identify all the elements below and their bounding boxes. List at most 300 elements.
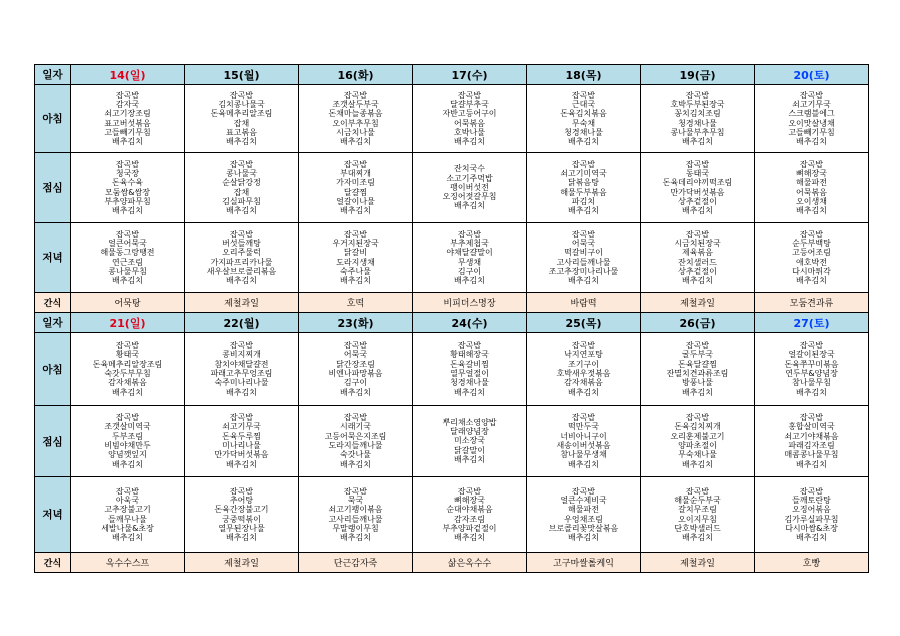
menu-item: 돈육쭈꾸미볶음 [784, 359, 839, 369]
menu-item-list [755, 341, 868, 397]
menu-item: 콩비지찌개 [222, 350, 261, 360]
menu-item: 시래기국 [340, 422, 371, 432]
menu-item: 새송이버섯볶음 [556, 441, 611, 450]
menu-item-list [413, 91, 526, 147]
dinner-menu-cell [755, 477, 869, 553]
menu-item: 잡곡밥 [115, 90, 140, 100]
menu-item: 잡곡밥 [799, 486, 824, 496]
menu-item: 황태국 [115, 350, 140, 360]
meal-plan-sheet [34, 64, 868, 573]
menu-item: 들깨토란탕 [792, 495, 831, 505]
breakfast-menu-cell [527, 85, 641, 153]
lunch-menu-cell [71, 406, 185, 477]
menu-item-list [71, 341, 184, 397]
day-header: 24(수) [413, 313, 527, 333]
menu-item: 배추김치 [682, 137, 713, 147]
menu-item: 배추김치 [226, 533, 257, 543]
day-header: 17(수) [413, 65, 527, 85]
menu-item-list [641, 413, 754, 469]
lunch-menu-cell [413, 153, 527, 223]
menu-item: 열무된장나물 [218, 523, 265, 533]
lunch-row [35, 153, 869, 223]
snack-row [35, 553, 869, 573]
menu-item-list [299, 230, 412, 286]
menu-item-list [71, 413, 184, 469]
menu-item: 잡곡밥 [685, 413, 710, 423]
menu-item: 배추김치 [682, 276, 713, 286]
menu-item: 뿌리채소영양밥 [442, 417, 497, 427]
menu-item: 새우살브로콜리볶음 [206, 266, 277, 276]
menu-item: 해물파전 [796, 178, 827, 188]
day-header: 27(토) [755, 313, 869, 333]
breakfast-menu-cell [299, 333, 413, 406]
menu-item: 호박새우젓볶음 [556, 369, 611, 378]
menu-item: 뼈해장국 [796, 168, 827, 178]
menu-item: 참나물무침 [792, 378, 831, 388]
snack-cell: 옥수수스프 [71, 553, 185, 573]
menu-item: 돈육달걀찜 [678, 359, 717, 369]
menu-item: 잡곡밥 [685, 159, 710, 169]
menu-item: 잡곡밥 [115, 341, 140, 351]
menu-item: 굴두부국 [682, 350, 713, 360]
menu-item: 배추김치 [796, 387, 827, 397]
menu-item-list [755, 160, 868, 216]
menu-item: 만가닥버섯볶음 [214, 450, 269, 460]
lunch-menu-cell [755, 406, 869, 477]
snack-row [35, 293, 869, 313]
menu-item: 잡곡밥 [571, 341, 596, 351]
menu-item: 애호박전 [796, 257, 827, 267]
menu-item: 잡곡밥 [343, 229, 368, 239]
menu-item: 매콤콩나물무침 [784, 450, 839, 460]
menu-item-list [299, 160, 412, 216]
menu-item: 잡곡밥 [229, 486, 254, 496]
menu-item: 조갯살두부국 [332, 99, 379, 109]
menu-item: 황태해장국 [450, 350, 489, 360]
menu-item: 고등어조림 [792, 248, 831, 258]
menu-item: 양념깻잎지 [108, 450, 147, 460]
menu-item: 순살닭강정 [222, 178, 261, 188]
day-header: 20(토) [755, 65, 869, 85]
menu-item: 뼈해장국 [454, 495, 485, 505]
menu-item: 고들빼기무침 [104, 127, 151, 137]
menu-item: 팽이버섯전 [450, 182, 489, 192]
menu-item: 콩나물부추무침 [670, 127, 725, 137]
menu-item: 배추김치 [226, 459, 257, 469]
menu-item: 오이부추무침 [332, 118, 379, 128]
menu-item: 근대국 [571, 99, 596, 109]
menu-item: 쇠고기야채볶음 [784, 431, 839, 441]
menu-item-list [299, 341, 412, 397]
menu-item: 고사리들깨나물 [328, 514, 383, 524]
breakfast-menu-cell [641, 333, 755, 406]
menu-item: 고추장불고기 [104, 505, 151, 515]
day-header: 23(화) [299, 313, 413, 333]
menu-item: 잡곡밥 [685, 341, 710, 351]
menu-item: 배추김치 [340, 459, 371, 469]
menu-item-list [413, 341, 526, 397]
menu-item: 단호박샐러드 [674, 523, 721, 533]
menu-item: 묵국 [347, 495, 364, 505]
menu-item: 해물두부볶음 [560, 187, 607, 197]
menu-item-list [71, 230, 184, 286]
menu-item: 숙갓두부무침 [104, 369, 151, 378]
menu-item: 잡곡밥 [457, 341, 482, 351]
menu-item: 미소장국 [454, 436, 485, 446]
menu-item: 오징어볶음 [792, 505, 831, 515]
menu-item: 상추겉절이 [678, 196, 717, 206]
menu-item: 배추김치 [340, 137, 371, 147]
menu-item: 배추김치 [340, 276, 371, 286]
dinner-label: 저녁 [35, 223, 71, 293]
menu-item: 배추김치 [340, 206, 371, 216]
menu-item: 브로콜리꽃맛살볶음 [548, 523, 619, 533]
menu-item: 콩나물무침 [108, 266, 147, 276]
menu-item: 무생채 [457, 257, 482, 267]
menu-item: 잡곡밥 [571, 159, 596, 169]
menu-item: 비엔나파망볶음 [328, 369, 383, 378]
menu-item: 무말랭이무침 [332, 523, 379, 533]
menu-item: 배추김치 [340, 387, 371, 397]
menu-item: 잡곡밥 [799, 159, 824, 169]
menu-item-list [185, 413, 298, 469]
date-header-row [35, 313, 869, 333]
dinner-menu-cell [527, 223, 641, 293]
menu-item: 쇠고기미역국 [560, 168, 607, 178]
menu-item: 배추김치 [796, 533, 827, 543]
menu-item: 소고기주먹밥 [446, 173, 493, 183]
menu-item-list [185, 341, 298, 397]
menu-item-list [527, 91, 640, 147]
menu-item: 쇠고기장조림 [104, 109, 151, 119]
dinner-label: 저녁 [35, 477, 71, 553]
menu-item: 오이지무침 [678, 514, 717, 524]
menu-item: 만가닥버섯볶음 [670, 187, 725, 197]
menu-item-list [71, 487, 184, 543]
menu-item: 배추김치 [112, 387, 143, 397]
menu-item-list [755, 230, 868, 286]
breakfast-row [35, 85, 869, 153]
dinner-menu-cell [641, 477, 755, 553]
menu-item: 해물동그랑땡전 [100, 248, 155, 258]
snack-cell: 모둠견과류 [755, 293, 869, 313]
menu-item: 배추김치 [682, 533, 713, 543]
menu-item: 자반고등어구이 [442, 109, 497, 119]
date-label: 일자 [35, 313, 71, 333]
menu-item: 배추김치 [682, 387, 713, 397]
menu-item-list [71, 91, 184, 147]
snack-cell: 단근감자죽 [299, 553, 413, 573]
menu-item: 얼큰수제비국 [560, 495, 607, 505]
menu-item-list [413, 487, 526, 543]
menu-item: 우엉채조림 [564, 514, 603, 524]
day-header: 21(일) [71, 313, 185, 333]
menu-item: 부대찌개 [340, 168, 371, 178]
menu-item: 배추김치 [568, 387, 599, 397]
menu-item: 우거지된장국 [332, 238, 379, 248]
menu-item: 돈육메추리알조림 [210, 109, 273, 119]
menu-item: 배추김치 [682, 206, 713, 216]
menu-item: 가지파프리카나물 [210, 257, 273, 267]
menu-item: 잡곡밥 [571, 90, 596, 100]
menu-item: 비빔야채만두 [104, 441, 151, 450]
menu-item: 시금치된장국 [674, 238, 721, 248]
menu-item: 배추김치 [454, 454, 485, 464]
menu-item: 참치야채달걀전 [214, 359, 269, 369]
menu-item: 배추김치 [112, 533, 143, 543]
snack-cell: 어묵탕 [71, 293, 185, 313]
lunch-row [35, 406, 869, 477]
menu-item-list [527, 160, 640, 216]
menu-item: 세발나물&초장 [101, 523, 154, 533]
menu-item-list [413, 164, 526, 210]
breakfast-menu-cell [413, 85, 527, 153]
snack-cell: 제철과일 [185, 553, 299, 573]
menu-item: 닭볶음탕 [568, 178, 599, 188]
breakfast-row [35, 333, 869, 406]
menu-item: 갈치무조림 [678, 505, 717, 515]
menu-item: 잡곡밥 [229, 413, 254, 423]
day-header: 25(목) [527, 313, 641, 333]
day-header: 19(금) [641, 65, 755, 85]
snack-cell: 삶은옥수수 [413, 553, 527, 573]
menu-item: 낙지연포탕 [564, 350, 603, 360]
menu-item: 미나리나물 [222, 441, 261, 450]
menu-item: 잡곡밥 [343, 486, 368, 496]
menu-item: 다시마튀각 [792, 266, 831, 276]
menu-item: 배추김치 [682, 459, 713, 469]
menu-item: 배추김치 [454, 201, 485, 211]
snack-cell: 비피더스명장 [413, 293, 527, 313]
day-header: 15(월) [185, 65, 299, 85]
breakfast-label: 아침 [35, 333, 71, 406]
menu-item-list [185, 160, 298, 216]
menu-item: 떡갈비구이 [564, 248, 603, 258]
menu-item: 들깨무나물 [108, 514, 147, 524]
breakfast-menu-cell [71, 85, 185, 153]
menu-item: 배추김치 [454, 137, 485, 147]
menu-item-list [641, 160, 754, 216]
menu-item: 방풍나물 [682, 378, 713, 388]
lunch-menu-cell [71, 153, 185, 223]
menu-item: 스크램블에그 [788, 109, 835, 119]
menu-item: 호박두부된장국 [670, 99, 725, 109]
menu-item: 다시마쌈&초장 [785, 523, 838, 533]
menu-item: 쇠고기팽이볶음 [328, 505, 383, 515]
menu-item: 콩나물국 [226, 168, 257, 178]
lunch-menu-cell [641, 406, 755, 477]
day-header: 14(일) [71, 65, 185, 85]
menu-item: 조갯살미역국 [104, 422, 151, 432]
dinner-row [35, 477, 869, 553]
menu-item: 돈육김치찌개 [674, 422, 721, 432]
menu-item: 도라지들깨나물 [328, 441, 383, 450]
menu-item: 연근조림 [112, 257, 143, 267]
menu-item: 참나물무생채 [560, 450, 607, 460]
menu-item: 열무얼절이 [450, 369, 489, 378]
menu-item: 돈채마늘종볶음 [328, 109, 383, 119]
menu-item: 배추김치 [226, 206, 257, 216]
menu-item-list [185, 91, 298, 147]
menu-item: 돈육메추리알장조림 [92, 359, 163, 369]
menu-item: 돈육데리야끼떡조림 [662, 178, 733, 188]
menu-item-list [527, 341, 640, 397]
menu-item-list [527, 230, 640, 286]
menu-item-list [641, 230, 754, 286]
breakfast-menu-cell [71, 333, 185, 406]
dinner-menu-cell [185, 223, 299, 293]
menu-item: 잡곡밥 [571, 229, 596, 239]
lunch-menu-cell [185, 153, 299, 223]
menu-item: 잡곡밥 [685, 486, 710, 496]
day-header: 16(화) [299, 65, 413, 85]
menu-item: 잡채 [233, 187, 250, 197]
breakfast-menu-cell [527, 333, 641, 406]
menu-item: 잡곡밥 [229, 159, 254, 169]
menu-item-list [527, 487, 640, 543]
menu-item: 잡곡밥 [229, 90, 254, 100]
menu-item-list [185, 487, 298, 543]
dinner-menu-cell [299, 477, 413, 553]
menu-item: 잡채 [233, 118, 250, 128]
lunch-label: 점심 [35, 406, 71, 477]
snack-label: 간식 [35, 293, 71, 313]
menu-item-list [755, 413, 868, 469]
menu-item: 표고볶음 [226, 127, 257, 137]
menu-item: 배추김치 [568, 533, 599, 543]
menu-item: 잡곡밥 [343, 90, 368, 100]
menu-item: 잡곡밥 [229, 341, 254, 351]
menu-item: 잡곡밥 [343, 413, 368, 423]
menu-item: 조기구이 [568, 359, 599, 369]
menu-item: 잔치샐러드 [678, 257, 717, 267]
lunch-menu-cell [641, 153, 755, 223]
menu-item: 제육볶음 [682, 248, 713, 258]
menu-item-list [413, 230, 526, 286]
menu-item: 버섯들깨탕 [222, 238, 261, 248]
menu-item-list [299, 91, 412, 147]
menu-item: 잡곡밥 [457, 486, 482, 496]
menu-item: 잔치국수 [454, 164, 485, 174]
menu-item: 배추김치 [796, 459, 827, 469]
menu-item: 파김치 [571, 196, 596, 206]
menu-item-list [299, 413, 412, 469]
menu-item: 잡곡밥 [571, 413, 596, 423]
menu-item: 궁중떡볶이 [222, 514, 261, 524]
menu-item: 청국장 [115, 168, 140, 178]
menu-item: 너비아니구이 [560, 431, 607, 441]
snack-cell: 제철과일 [641, 553, 755, 573]
menu-item: 돈육간장불고기 [214, 505, 269, 515]
menu-item: 잡곡밥 [685, 90, 710, 100]
menu-item: 돈육두루찜 [222, 431, 261, 441]
menu-item: 감자채볶음 [108, 378, 147, 388]
menu-item: 어묵국 [343, 350, 368, 360]
menu-item: 잡곡밥 [229, 229, 254, 239]
menu-item: 조고추장미나리나물 [548, 266, 619, 276]
menu-item: 숙갓나물 [340, 450, 371, 460]
menu-item: 잡곡밥 [115, 486, 140, 496]
menu-item: 김가루실파무침 [784, 514, 839, 524]
menu-item: 닭간장조림 [336, 359, 375, 369]
menu-item: 김치콩나물국 [218, 99, 265, 109]
menu-item-list [755, 91, 868, 147]
menu-item: 표고버섯볶음 [104, 118, 151, 128]
menu-item: 무숙채나물 [678, 450, 717, 460]
menu-item-list [641, 487, 754, 543]
menu-item: 시금치나물 [336, 127, 375, 137]
date-label: 일자 [35, 65, 71, 85]
menu-item: 배추김치 [226, 276, 257, 286]
dinner-menu-cell [413, 477, 527, 553]
menu-item: 배추김치 [796, 206, 827, 216]
menu-item: 추어탕 [229, 495, 254, 505]
menu-item-list [71, 160, 184, 216]
menu-item: 숙주나물 [340, 266, 371, 276]
dinner-row [35, 223, 869, 293]
lunch-menu-cell [299, 406, 413, 477]
menu-item: 닭갈말이 [454, 445, 485, 455]
menu-item: 어묵볶음 [454, 118, 485, 128]
menu-item: 배추김치 [112, 137, 143, 147]
menu-item: 쇠고기무국 [222, 422, 261, 432]
menu-item: 김구이 [343, 378, 368, 388]
day-header: 22(월) [185, 313, 299, 333]
menu-item-list [413, 418, 526, 464]
menu-item: 고사리들깨나물 [556, 257, 611, 267]
date-header-row [35, 65, 869, 85]
menu-item: 무숙채 [571, 118, 596, 128]
menu-item: 상추겉절이 [678, 266, 717, 276]
dinner-menu-cell [413, 223, 527, 293]
menu-item: 파래김자조림 [788, 441, 835, 450]
menu-item: 배추김치 [568, 276, 599, 286]
breakfast-menu-cell [299, 85, 413, 153]
menu-item: 부추양파겉절이 [442, 523, 497, 533]
menu-item: 잡곡밥 [457, 229, 482, 239]
menu-item: 배추김치 [568, 206, 599, 216]
snack-cell: 호떡 [299, 293, 413, 313]
menu-item: 오이맛살냉채 [788, 118, 835, 128]
lunch-label: 점심 [35, 153, 71, 223]
menu-item: 달걀부추국 [450, 99, 489, 109]
menu-item: 배추김치 [796, 276, 827, 286]
menu-item: 배추김치 [112, 459, 143, 469]
menu-item: 배추김치 [796, 137, 827, 147]
breakfast-menu-cell [413, 333, 527, 406]
menu-item: 오이생채 [796, 196, 827, 206]
breakfast-menu-cell [185, 85, 299, 153]
menu-item: 잡곡밥 [457, 90, 482, 100]
lunch-menu-cell [299, 153, 413, 223]
dinner-menu-cell [71, 477, 185, 553]
menu-item-list [185, 230, 298, 286]
day-header: 18(목) [527, 65, 641, 85]
menu-item: 파래고추무엉조림 [210, 369, 273, 378]
menu-item: 잡곡밥 [571, 486, 596, 496]
menu-item: 두부조림 [112, 431, 143, 441]
breakfast-menu-cell [641, 85, 755, 153]
meal-plan-body [35, 65, 869, 573]
menu-item: 청경채나물 [450, 378, 489, 388]
menu-item: 잡곡밥 [799, 413, 824, 423]
snack-cell: 호빵 [755, 553, 869, 573]
menu-item-list [641, 91, 754, 147]
menu-item: 돈육갈비찜 [450, 359, 489, 369]
menu-item: 잡곡밥 [799, 229, 824, 239]
menu-item: 모둠쌈&쌈장 [105, 187, 150, 197]
snack-cell: 제철과일 [185, 293, 299, 313]
